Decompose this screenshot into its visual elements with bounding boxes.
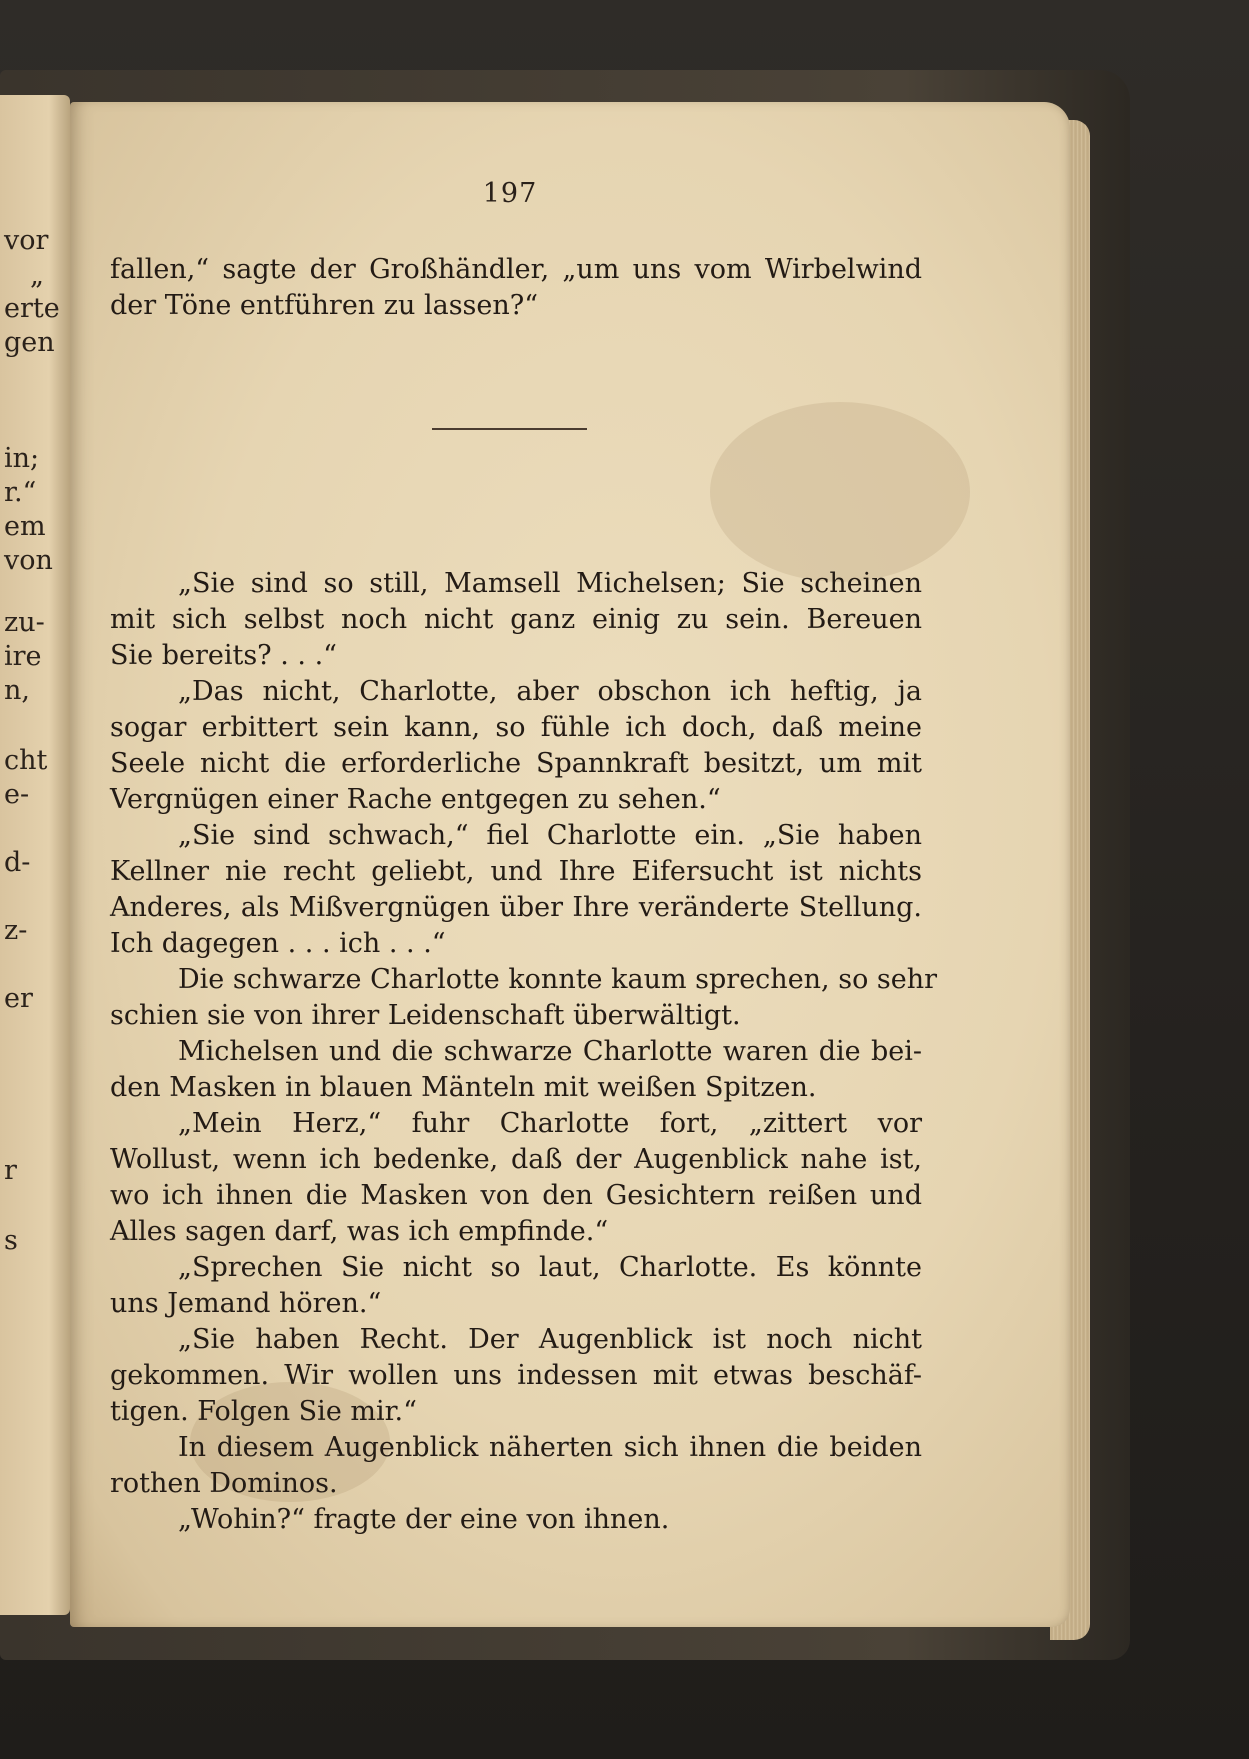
left-page-fragment: er	[4, 983, 33, 1014]
left-page-fragment: z-	[4, 915, 28, 946]
text-line: tigen. Folgen Sie mir.“	[110, 1396, 417, 1427]
left-page-fragment: gen	[4, 327, 55, 358]
text-line: Ich dagegen . . . ich . . .“	[110, 928, 446, 959]
text-line: mit sich selbst noch nicht ganz einig zu sein. Bereuen	[110, 604, 922, 635]
left-page-fragment: ire	[4, 641, 42, 672]
left-page-fragment: r.“	[4, 477, 37, 508]
left-page-fragment: zu-	[4, 607, 45, 638]
left-page-fragment: em	[4, 511, 46, 542]
left-page-fragment: e-	[4, 779, 30, 810]
text-line: Sie bereits? . . .“	[110, 640, 337, 671]
section-divider	[432, 428, 587, 430]
left-page-fragment: vor	[4, 225, 49, 256]
text-line: „Wohin?“ fragte der eine von ihnen.	[178, 1504, 670, 1535]
text-line: „Sprechen Sie nicht so laut, Charlotte. Es könnte	[178, 1252, 922, 1283]
text-line: fallen,“ sagte der Großhändler, „um uns vom Wirbelwind	[110, 254, 922, 285]
left-page-fragment: r	[4, 1155, 17, 1186]
text-line: Kellner nie recht geliebt, und Ihre Eifersucht ist nichts	[110, 856, 922, 887]
text-line: „Sie sind schwach,“ fiel Charlotte ein. „Sie haben	[178, 820, 922, 851]
text-line: Michelsen und die schwarze Charlotte waren die bei-	[178, 1036, 922, 1067]
text-line: Alles sagen darf, was ich empfinde.“	[110, 1216, 609, 1247]
text-line: uns Jemand hören.“	[110, 1288, 382, 1319]
text-line: „Das nicht, Charlotte, aber obschon ich heftig, ja	[178, 676, 922, 707]
text-line: „Sie haben Recht. Der Augenblick ist noch nicht	[178, 1324, 922, 1355]
left-page-fragment: d-	[4, 847, 31, 878]
text-line: den Masken in blauen Mänteln mit weißen Spitzen.	[110, 1072, 817, 1103]
text-line: rothen Dominos.	[110, 1468, 338, 1499]
text-line: sogar erbittert sein kann, so fühle ich doch, daß meine	[110, 712, 922, 743]
text-line: Wollust, wenn ich bedenke, daß der Augenblick nahe ist,	[110, 1144, 922, 1175]
text-line: Seele nicht die erforderliche Spannkraft besitzt, um mit	[110, 748, 922, 779]
text-line: „Sie sind so still, Mamsell Michelsen; Sie scheinen	[178, 568, 922, 599]
left-page-fragment: von	[4, 545, 53, 576]
left-page-fragment: s	[4, 1225, 18, 1256]
show-through-stain	[710, 402, 970, 582]
text-line: Anderes, als Mißvergnügen über Ihre veränderte Stellung.	[110, 892, 922, 923]
left-page-fragment: n,	[4, 675, 30, 706]
left-page-fragment: erte	[4, 293, 60, 324]
text-line: gekommen. Wir wollen uns indessen mit etwas beschäf-	[110, 1360, 922, 1391]
text-line: „Mein Herz,“ fuhr Charlotte fort, „zittert vor	[178, 1108, 922, 1139]
left-page-fragment: in;	[4, 443, 40, 474]
text-line: In diesem Augenblick näherten sich ihnen die beiden	[178, 1432, 922, 1463]
text-line: der Töne entführen zu lassen?“	[110, 290, 539, 321]
text-line: wo ich ihnen die Masken von den Gesichtern reißen und	[110, 1180, 922, 1211]
text-line: schien sie von ihrer Leidenschaft überwältigt.	[110, 1000, 741, 1031]
left-page-fragment: „	[30, 260, 44, 291]
text-line: Die schwarze Charlotte konnte kaum sprechen, so sehr	[178, 964, 938, 995]
page-number: 197	[482, 178, 538, 209]
text-line: Vergnügen einer Rache entgegen zu sehen.“	[110, 784, 721, 815]
left-page-fragment: cht	[4, 745, 48, 776]
left-page-edge	[0, 95, 70, 1615]
